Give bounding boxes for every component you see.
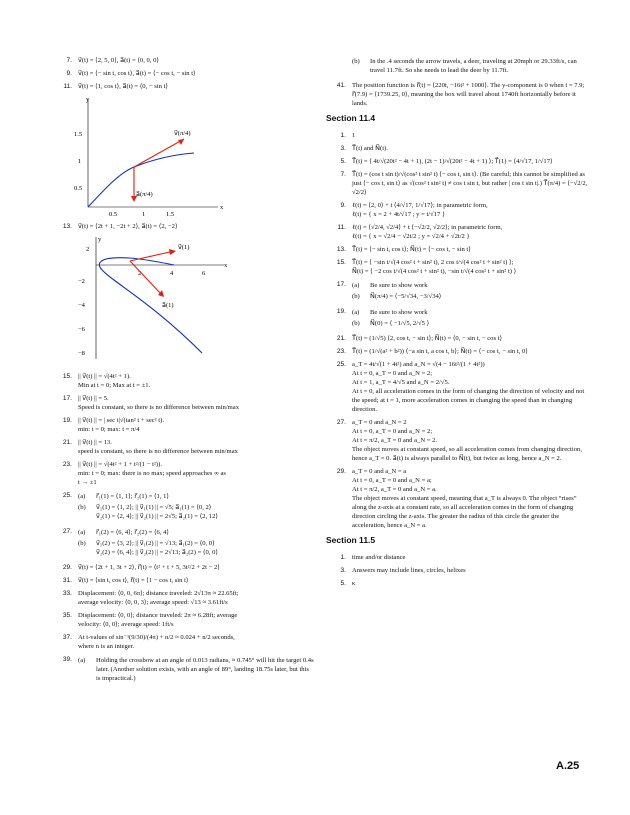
tick-x-6: 6 bbox=[202, 270, 206, 277]
answer-text: time and/or distance bbox=[352, 554, 406, 561]
tick-x-2: 2 bbox=[138, 270, 142, 277]
answer-9: 9. v⃗(t) = ⟨− sin t, cos t⟩, a⃗(t) = ⟨− cos t, − sin t⟩ bbox=[52, 69, 314, 78]
tick-y-minus-4: −4 bbox=[78, 302, 85, 309]
tick-y-2: 2 bbox=[86, 246, 90, 253]
velocity-vector bbox=[130, 251, 174, 261]
answer-text: Speed is constant, so there is no difference between min/max bbox=[78, 404, 240, 411]
answer-7: 7. T⃗(t) = (cos t sin t)/√(cos² t sin² t) ⟨− cos t, sin t⟩. (Be careful; this cannot be simplified as just ⟨− cos t, sin t⟩ as √(cos² t sin² t) ≠ cos t sin t, but rather | cos t sin t|.) T⃗(π/4) = ⟨−√2/2, √2/2⟩ bbox=[340, 171, 588, 196]
answer-text: κ bbox=[352, 580, 356, 587]
answer-7: 7. v⃗(t) = ⟨2, 5, 0⟩, a⃗(t) = ⟨0, 0, 0⟩ bbox=[52, 56, 314, 65]
answer-text: N⃗(t) = ⟨ −2 cos t/√(4 cos² t + sin² t), −sin t/√(4 cos² t + sin² t) ⟩ bbox=[352, 268, 517, 275]
answer-text: ℓ(t) = { x = √2/4 − √2t/2 ; y = √2/4 + √2t/2 } bbox=[352, 233, 470, 240]
answer-19: 19. || v⃗(t) || = | sec t|√(tan² t + sec² t). min: t = 0; max: t = π/4 bbox=[52, 416, 314, 434]
answer-text: || v⃗(t) || = √(4t² + 1). bbox=[78, 373, 131, 380]
answer-35: 35. Displacement: ⟨0, 0⟩; distance traveled: 2π ≈ 6.28ft; average velocity: ⟨0, 0⟩; average speed: 1ft/s bbox=[52, 611, 314, 629]
answer-text: || v⃗(t) || = √(4t² + 1 + t²/(1 − t²)). bbox=[78, 461, 162, 468]
answer-text: v⃗(t) = ⟨1, cos t⟩, a⃗(t) = ⟨0, − sin t⟩ bbox=[78, 83, 169, 90]
answer-text: speed is constant, so there is no difference between min/max bbox=[78, 448, 238, 455]
answer-text: Min at t = 0; Max at t = ±1. bbox=[78, 382, 151, 389]
answer-text: The object moves at constant speed, so all acceleration comes from changing direction, hence a_T = 0. a⃗(t) is always parallel to N⃗(t), but twice as long, hence a_N = 2. bbox=[352, 446, 582, 462]
answer-text: At t = 1, a_T = 4/√5 and a_N = 2/√5. bbox=[352, 379, 450, 386]
y-axis-label: y bbox=[86, 96, 90, 103]
answer-text: At t = 0, a_T = 0 and a_N = a; bbox=[352, 477, 432, 484]
answer-text: At t = 0, a_T = 0 and a_N = 2; bbox=[352, 370, 433, 377]
answer-text: ℓ(t) = { x = 2 + 4t/√17 ; y = t/√17 } bbox=[352, 211, 446, 218]
section-heading-11-4: Section 11.4 bbox=[326, 113, 376, 123]
answer-25: 25. a_T = 4t/√(1 + 4t²) and a_N = √(4 − 16t²/(1 + 4t²)) At t = 0, a_T = 0 and a_N = 2; At t = 1, a_T = 4/√5 and a_N = 2/√5. At t = 0, all acceleration comes in the form of changing the direction of velocity and not the speed; at t = 1, more acceleration comes in changing the speed than in changing direction. bbox=[326, 360, 588, 414]
tick-x-4: 4 bbox=[170, 270, 174, 277]
velocity-vector bbox=[134, 139, 184, 167]
answer-17: 17. (a) Be sure to show work (b) N⃗(π/4) = ⟨−5/√34, −3/√34⟩ bbox=[336, 281, 442, 300]
answer-text: At t-values of sin⁻¹(9/30)/(4π) + n/2 ≈ 0.024 + n/2 seconds, bbox=[78, 634, 235, 641]
answer-text: a_T = 0 and a_N = a bbox=[352, 468, 407, 475]
answer-text: v⃗(t) = ⟨2t + 1, 3t + 2⟩, r⃗(t) = ⟨t² + t + 5, 3t²/2 + 2t − 2⟩ bbox=[78, 564, 220, 571]
left-column bbox=[52, 56, 314, 689]
answer-3: 3. Answers may include lines, circles, helixes bbox=[326, 566, 588, 575]
answer-text: At t = 0, a_T = 0 and a_N = 2; bbox=[352, 428, 433, 435]
answer-15: 15. T⃗(t) = ⟨ −sin t/√(4 cos² t + sin² t), 2 cos t/√(4 cos² t + sin² t) ⟩; N⃗(t) = ⟨ −2 cos t/√(4 cos² t + sin² t), −sin t/√(4 cos² t + sin² t) ⟩ bbox=[326, 258, 588, 276]
answer-text: v⃗(t) = ⟨2, 5, 0⟩, a⃗(t) = ⟨0, 0, 0⟩ bbox=[78, 57, 159, 64]
answer-37: 37. At t-values of sin⁻¹(9/30)/(4π) + n/2 ≈ 0.024 + n/2 seconds, where n is an integer. bbox=[52, 633, 314, 651]
answer-text: ℓ(t) = ⟨√2/4, √2/4⟩ + t ⟨−√2/2, √2/2⟩; in parametric form, bbox=[352, 224, 503, 231]
answer-text: The object moves at constant speed, meaning that a_T is always 0. The object “rises” along the z-axis at a constant rate, so all acceleration comes in the form of changing direction circling the z-axis. The greater the radius of this circle the greater the acceleration, hence a_N = a. bbox=[352, 495, 577, 529]
answer-text: || v⃗(t) || = 5. bbox=[78, 395, 109, 402]
answer-23: 23. T⃗(t) = (1/√(a² + b²)) ⟨−a sin t, a cos t, b⟩; N⃗(t) = ⟨− cos t, − sin t, 0⟩ bbox=[326, 347, 588, 356]
section-heading-11-5: Section 11.5 bbox=[326, 535, 376, 545]
tick-y-minus-6: −6 bbox=[78, 326, 85, 333]
acceleration-vector bbox=[130, 261, 162, 295]
answer-11: 11. v⃗(t) = ⟨1, cos t⟩, a⃗(t) = ⟨0, − sin t⟩ bbox=[52, 82, 314, 91]
answer-13: 13. T⃗(t) = ⟨− sin t, cos t⟩; N⃗(t) = ⟨− cos t, − sin t⟩ bbox=[326, 245, 588, 254]
answer-text: min: t = 0; max: there is no max; speed approaches ∞ as bbox=[78, 470, 226, 477]
answer-21: 21. || v⃗(t) || = 13. speed is constant, so there is no difference between min/max bbox=[52, 438, 314, 456]
answer-text: Answers may include lines, circles, helixes bbox=[352, 567, 466, 574]
answer-27: 27. a_T = 0 and a_N = 2 At t = 0, a_T = 0 and a_N = 2; At t = π/2, a_T = 0 and a_N = 2. The object moves at constant speed, so all acceleration comes from changing direction, hence a_T = 0. a⃗(t) is always parallel to N⃗(t), but twice as long, hence a_N = 2. bbox=[326, 418, 588, 463]
answer-text: v⃗(t) = ⟨− sin t, cos t⟩, a⃗(t) = ⟨− cos t, − sin t⟩ bbox=[78, 70, 196, 77]
answer-29: 29. a_T = 0 and a_N = a At t = 0, a_T = 0 and a_N = a; At t = π/2, a_T = 0 and a_N = a. The object moves at constant speed, meaning that a_T is always 0. The object “rises” along the z-axis at a constant rate, so all acceleration comes in the form of changing direction circling the z-axis. The greater the radius of this circle the greater the acceleration, hence a_N = a. bbox=[326, 467, 588, 530]
page-number: A.25 bbox=[556, 760, 580, 772]
answer-text: a_T = 0 and a_N = 2 bbox=[352, 419, 407, 426]
tick-x-0.5: 0.5 bbox=[109, 211, 118, 218]
answer-text: a_T = 4t/√(1 + 4t²) and a_N = √(4 − 16t²/(1 + 4t²)) bbox=[352, 361, 485, 368]
answer-1: 1. time and/or distance bbox=[326, 553, 588, 562]
tick-y-0.5: 0.5 bbox=[74, 185, 83, 192]
answer-27: 27. (a) r⃗₁(2) = ⟨6, 4⟩; r⃗₂(2) = ⟨6, 4⟩ (b) v⃗₁(2) = ⟨3, 2⟩; || v⃗₁(2) || = √13; a⃗₁(2) = ⟨0, 0⟩ v⃗₂(2) = ⟨6, 4⟩; || v⃗₂(2) || = 2√13; a⃗₂(2) = ⟨0, 0⟩ bbox=[62, 528, 218, 556]
answer-text: T⃗(t) = ⟨− sin t, cos t⟩; N⃗(t) = ⟨− cos t, − sin t⟩ bbox=[352, 246, 471, 253]
figure-velocity-acceleration-pi-over-4 bbox=[74, 95, 314, 216]
y-axis-label: y bbox=[98, 236, 102, 243]
curve bbox=[99, 258, 202, 353]
answer-text: where n is an integer. bbox=[78, 643, 135, 650]
answer-text: At t = π/2, a_T = 0 and a_N = a. bbox=[352, 486, 437, 493]
x-axis-label: x bbox=[224, 262, 228, 269]
tick-y-minus-8: −8 bbox=[78, 350, 85, 357]
answer-33: 33. Displacement: ⟨0, 0, 6π⟩; distance traveled: 2√13π ≈ 22.65ft; average velocity: ⟨0, 0, 3⟩; average speed: √13 ≈ 3.61ft/s bbox=[52, 589, 314, 607]
figure-velocity-acceleration-t1 bbox=[74, 235, 314, 366]
answer-text: T⃗(t) = (1/√(a² + b²)) ⟨−a sin t, a cos t, b⟩; N⃗(t) = ⟨− cos t, − sin t, 0⟩ bbox=[352, 348, 528, 355]
answer-21: 21. T⃗(t) = (1/√5) ⟨2, cos t, − sin t⟩; N⃗(t) = ⟨0, − sin t, − cos t⟩ bbox=[326, 334, 588, 343]
answer-text: || v⃗(t) || = | sec t|√(tan² t + sec² t). bbox=[78, 417, 164, 424]
answer-29: 29. v⃗(t) = ⟨2t + 1, 3t + 2⟩, r⃗(t) = ⟨t² + t + 5, 3t²/2 + 2t − 2⟩ bbox=[52, 563, 314, 572]
answer-text: velocity: ⟨0, 0⟩; average speed: 1ft/s bbox=[78, 621, 174, 628]
answer-31: 31. v⃗(t) = ⟨sin t, cos t⟩, r⃗(t) = ⟨1 − cos t, sin t⟩ bbox=[52, 576, 314, 585]
answer-13: 13. v⃗(t) = ⟨2t + 1, −2t + 2⟩, a⃗(t) = ⟨2, −2⟩ bbox=[62, 223, 178, 230]
answer-text: ℓ(t) = ⟨2, 0⟩ + t ⟨4/√17, 1/√17⟩; in parametric form, bbox=[352, 202, 488, 209]
acceleration-label: a⃗(1) bbox=[162, 302, 174, 309]
plot-2 bbox=[74, 235, 234, 363]
answer-41: 41. The position function is r⃗(t) = ⟨220t, −16t² + 1000⟩. The y-component is 0 when t = 7.9; r⃗(7.9) = ⟨1739.25, 0⟩, meaning the box will travel about 1740ft horizontally before it lands. bbox=[336, 82, 585, 107]
answer-text: T⃗(t) = ⟨ −sin t/√(4 cos² t + sin² t), 2 cos t/√(4 cos² t + sin² t) ⟩; bbox=[352, 259, 514, 266]
answer-text: T⃗(t) = (1/√5) ⟨2, cos t, − sin t⟩; N⃗(t) = ⟨0, − sin t, − cos t⟩ bbox=[352, 335, 503, 342]
tick-x-1.5: 1.5 bbox=[166, 211, 175, 218]
answer-5: 5. T⃗(t) = ⟨ 4t/√(20t² − 4t + 1), (2t − 1)/√(20t² − 4t + 1) ⟩; T⃗(1) = ⟨4/√17, 1/√17⟩ bbox=[326, 157, 588, 166]
answer-text: Displacement: ⟨0, 0⟩; distance traveled: 2π ≈ 6.28ft; average bbox=[78, 612, 238, 619]
answer-39: 39. (a) Holding the crossbow at an angle of 0.013 radians, ≈ 0.745° will hit the target 0.4s later. (Another solution exists, with an angle of 89°, landing 18.75s later, but this is impractical.) bbox=[62, 656, 314, 682]
velocity-label: v⃗(1) bbox=[178, 244, 190, 251]
answer-text: t → ±1 bbox=[78, 479, 97, 486]
answer-9: 9. ℓ(t) = ⟨2, 0⟩ + t ⟨4/√17, 1/√17⟩; in parametric form, ℓ(t) = { x = 2 + 4t/√17 ; y = t/√17 } bbox=[326, 201, 588, 219]
answer-text: min: t = 0; max: t = π/4 bbox=[78, 426, 140, 433]
acceleration-label: a⃗(π/4) bbox=[136, 191, 153, 198]
answer-text: At t = π/2, a_T = 0 and a_N = 2. bbox=[352, 437, 438, 444]
answer-17: 17. || v⃗(t) || = 5. Speed is constant, so there is no difference between min/max bbox=[52, 394, 314, 412]
answer-text: v⃗(t) = ⟨sin t, cos t⟩, r⃗(t) = ⟨1 − cos t, sin t⟩ bbox=[78, 577, 189, 584]
answer-text: || v⃗(t) || = 13. bbox=[78, 439, 112, 446]
answer-5: 5. κ bbox=[326, 579, 588, 588]
answer-text: T⃗(t) = (cos t sin t)/√(cos² t sin² t) ⟨− cos t, sin t⟩. (Be careful; this cannot be simplified as just ⟨− cos t, sin t⟩ as √(cos² t sin² t) ≠ cos t sin t, but rather | cos t sin t|.) T⃗(π/4) = ⟨−√2/2, √2/2⟩ bbox=[352, 171, 588, 196]
answer-1: 1. 1 bbox=[326, 131, 588, 140]
curve bbox=[88, 153, 194, 207]
tick-y-1.5: 1.5 bbox=[74, 131, 83, 138]
answer-11: 11. ℓ(t) = ⟨√2/4, √2/4⟩ + t ⟨−√2/2, √2/2⟩; in parametric form, ℓ(t) = { x = √2/4 − √2t/2 ; y = √2/4 + √2t/2 } bbox=[326, 223, 588, 241]
tick-y-minus-2: −2 bbox=[78, 278, 85, 285]
answer-19: 19. (a) Be sure to show work (b) N⃗(0) = ⟨ −1/√5, 2/√5 ⟩ bbox=[336, 308, 430, 327]
answer-23: 23. || v⃗(t) || = √(4t² + 1 + t²/(1 − t²)). min: t = 0; max: there is no max; speed approaches ∞ as t → ±1 bbox=[52, 460, 314, 487]
answer-text: T⃗(t) = ⟨ 4t/√(20t² − 4t + 1), (2t − 1)/√(20t² − 4t + 1) ⟩; T⃗(1) = ⟨4/√17, 1/√17⟩ bbox=[352, 158, 553, 165]
x-axis-label: x bbox=[220, 204, 224, 211]
answer-text: At t = 0, all acceleration comes in the form of changing the direction of velocity and not the speed; at t = 1, more acceleration comes in changing the speed than in changing direction. bbox=[352, 388, 585, 413]
answer-text: Displacement: ⟨0, 0, 6π⟩; distance traveled: 2√13π ≈ 22.65ft; bbox=[78, 590, 239, 597]
answer-3: 3. T⃗(t) and N⃗(t). bbox=[326, 144, 588, 153]
answer-text: average velocity: ⟨0, 0, 3⟩; average speed: √13 ≈ 3.61ft/s bbox=[78, 599, 228, 606]
tick-x-1: 1 bbox=[142, 211, 146, 218]
velocity-label: v⃗(π/4) bbox=[174, 130, 191, 137]
plot-1 bbox=[74, 95, 224, 218]
answer-text: 1 bbox=[352, 132, 356, 139]
answer-15: 15. || v⃗(t) || = √(4t² + 1). Min at t = 0; Max at t = ±1. bbox=[52, 372, 314, 390]
right-column bbox=[326, 56, 588, 592]
answer-text: T⃗(t) and N⃗(t). bbox=[352, 145, 388, 152]
tick-y-1: 1 bbox=[78, 158, 82, 165]
answer-25: 25. (a) r⃗₁(1) = ⟨1, 1⟩; r⃗₂(1) = ⟨1, 1⟩ (b) v⃗₁(1) = ⟨1, 2⟩; || v⃗₁(1) || = √5; a⃗₁(1) = ⟨0, 2⟩ v⃗₂(1) = ⟨2, 4⟩; || v⃗₂(1) || = 2√5; a⃗₂(1) = ⟨2, 12⟩ bbox=[62, 492, 218, 520]
answer-39b: (b) In the .4 seconds the arrow travels, a deer, traveling at 20mph or 29.33ft/s, can travel 11.7ft. So she needs to lead the deer by 11.7ft. bbox=[352, 58, 577, 74]
